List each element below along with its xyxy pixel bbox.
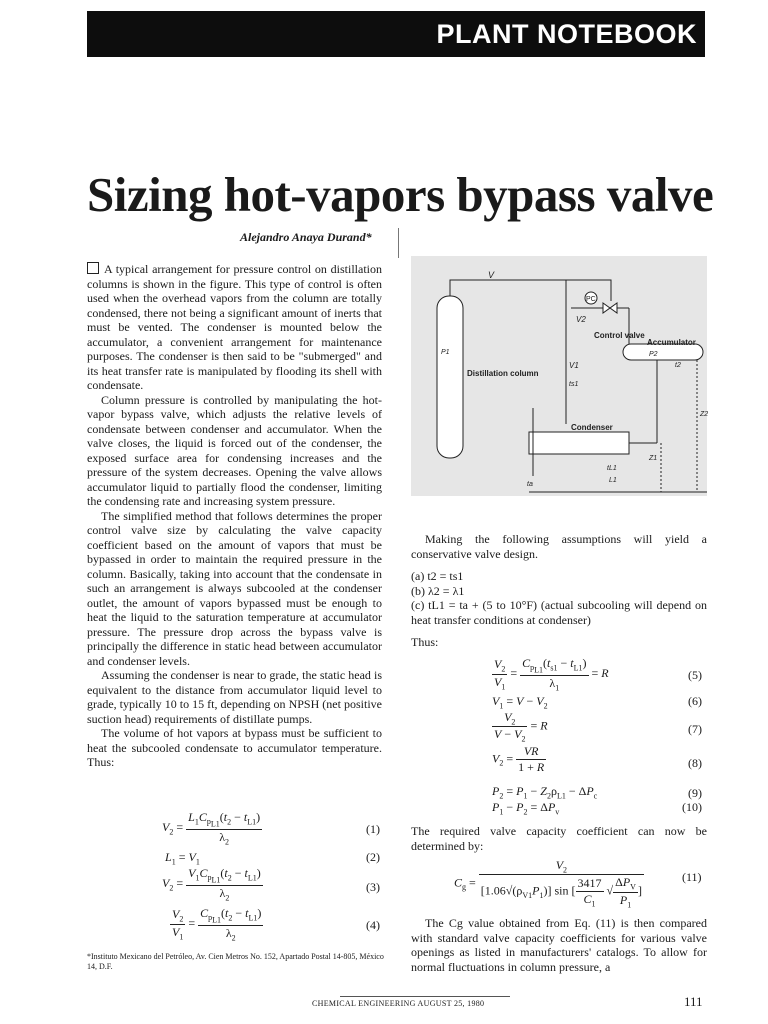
equation-2: $L_1 = V_1$: [165, 850, 200, 867]
equation-7: $\frac{V_2}{V - V_2}$ = R: [494, 710, 548, 744]
label-p2: P2: [649, 351, 658, 358]
assumption-item: (a) t2 = ts1: [411, 569, 464, 583]
label-control-valve: Control valve: [594, 331, 645, 340]
article-author: Alejandro Anaya Durand*: [240, 230, 372, 244]
equation-number: (4): [366, 918, 380, 932]
label-distillation-column: Distillation column: [467, 369, 539, 378]
paragraph: The volume of hot vapors at bypass must be sufficient to heat the subcooled condensate to accumulator temperature. Thus:: [87, 726, 382, 769]
label-ta: ta: [527, 481, 533, 488]
diagram-svg: [411, 256, 707, 496]
equation-number: (7): [688, 722, 702, 736]
label-v1: V1: [569, 361, 579, 370]
equation-number: (5): [688, 668, 702, 682]
equation-11: $C_g$ = $V_2$ $[1.06√(\rho_{V1}P_1)]$ sin [ $\frac{3417}{C_1}$ √ $\frac{\Delta P_V}{P_1}$ ]: [454, 858, 642, 910]
label-t2: t2: [675, 362, 681, 369]
thus-label: Thus:: [411, 635, 439, 649]
coefficient-paragraph: The required valve capacity coefficient can now be determined by:: [411, 824, 707, 853]
equation-1: $V_2$ = $\frac{L_1C_{p_{L1}}(t_2 - t_{L1})}{\lambda_2}$: [162, 810, 261, 847]
publication-line: CHEMICAL ENGINEERING AUGUST 25, 1980: [312, 999, 485, 1008]
equation-number: (1): [366, 822, 380, 836]
equation-number: (9): [688, 786, 702, 800]
equation-10: $P_1 - P_2 = \Delta P_v$: [492, 800, 560, 817]
equation-4: $\frac{V_2}{V_1}$ = $\frac{C_{p_{L1}}(t_2 - t_{L1})}{\lambda_2}$: [172, 906, 262, 943]
equation-number: (2): [366, 850, 380, 864]
closing-paragraph: The Cg value obtained from Eq. (11) is then compared with standard valve capacity coefficients for various valve openings as listed in manufacturers' catalogs. To allow for normal fluctuations in column pressure, a: [411, 916, 707, 974]
label-z1: Z1: [649, 455, 658, 462]
label-tl1: tL1: [607, 465, 617, 472]
label-accumulator: Accumulator: [647, 338, 696, 347]
label-v: V: [488, 270, 495, 280]
process-diagram: [411, 256, 707, 496]
author-footnote: *Instituto Mexicano del Petróleo, Av. Cien Metros No. 152, Apartado Postal 14-805, México 14, D.F.: [87, 952, 384, 971]
label-v2: V2: [576, 315, 586, 324]
checkbox-glyph-icon: [87, 262, 99, 274]
equation-number: (3): [366, 880, 380, 894]
equation-8: $V_2$ = $\frac{VR}{1 + R}$: [492, 744, 545, 774]
equation-number: (8): [688, 756, 702, 770]
paragraph: Making the following assumptions will yield a conservative valve design.: [411, 532, 707, 561]
label-ts1: ts1: [569, 381, 579, 388]
label-pc: PC: [586, 296, 596, 303]
equation-3: $V_2$ = $\frac{V_1C_{p_{L1}}(t_2 - t_{L1})}{\lambda_2}$: [162, 866, 261, 903]
equation-number: (6): [688, 694, 702, 708]
paragraph: A typical arrangement for pressure control on distillation columns is shown in the figure. This type of control is often used when the overhead vapors from the column are totally condensed, there not being a significant amount of inerts that must be vented. The condenser is mounted below the accumulator, a convenient arrangement for maintenance purposes. The condenser is then said to be "submerged" and its heat transfer rate is manipulated by flooding its shell with condensate.: [87, 262, 382, 392]
equation-6: $V_1 = V - V_2$: [492, 694, 548, 711]
paragraph: Assuming the condenser is near to grade, the static head is equivalent to the distance from accumulator liquid level to grade, typically 10 to 15 ft, depending on NPSH (net positive suction head) requirements of distillate pumps.: [87, 668, 382, 726]
label-p1: P1: [441, 349, 450, 356]
label-condenser: Condenser: [571, 423, 613, 432]
equation-9: $P_2 = P_1 - Z_2\rho_{L1} - \Delta P_c$: [492, 784, 598, 801]
assumption-item: (b) λ2 = λ1: [411, 583, 465, 598]
condenser-shape: [529, 432, 629, 454]
page-number: 111: [684, 994, 703, 1009]
distillation-column-shape: [437, 296, 463, 458]
paragraph: Column pressure is controlled by manipulating the hot-vapor bypass valve, which adjusts the relative levels of condensate between condenser and accumulator. When the valve closes, the liquid is forced out of the condenser, the exposed surface area for condensing increases and the pressure of the system decreases. Opening the valve allows accumulator liquid to partially flood the condenser, limiting the condensing rate and increasing system pressure.: [87, 392, 382, 508]
assumption-list: [411, 569, 707, 627]
article-title: Sizing hot-vapors bypass valve: [87, 167, 714, 222]
label-z2: Z2: [700, 411, 709, 418]
label-l1: L1: [609, 477, 617, 484]
footer-rule: [340, 996, 510, 997]
section-banner: [87, 11, 705, 57]
right-column-text: [411, 532, 707, 650]
left-column-text: [87, 262, 382, 770]
assumption-item: (c) tL1 = ta + (5 to 10°F) (actual subcooling will depend on heat transfer conditions at condenser): [411, 598, 707, 627]
equation-number: (11): [682, 870, 702, 884]
paragraph: The simplified method that follows determines the proper control valve size by calculating the valve capacity coefficient based on the amount of vapors that must be bypassed in order to maintain the required pressure in the column. Basically, taking into account that the condensate in such an arrangement is always subcooled at the condenser outlet, the amount of vapors bypassed must be enough to heat the liquid to the saturation temperature at accumulator pressure. The pressure drop across the bypass valve is principally the difference in static head between accumulator and condenser levels.: [87, 508, 382, 668]
column-divider: [398, 228, 399, 258]
equation-5: $\frac{V_2}{V_1}$ = $\frac{C_{p_{L1}}(t_{s1} - t_{L1})}{\lambda_1}$ = R: [494, 656, 609, 693]
banner-title: PLANT NOTEBOOK: [436, 19, 697, 49]
equation-number: (10): [682, 800, 702, 814]
